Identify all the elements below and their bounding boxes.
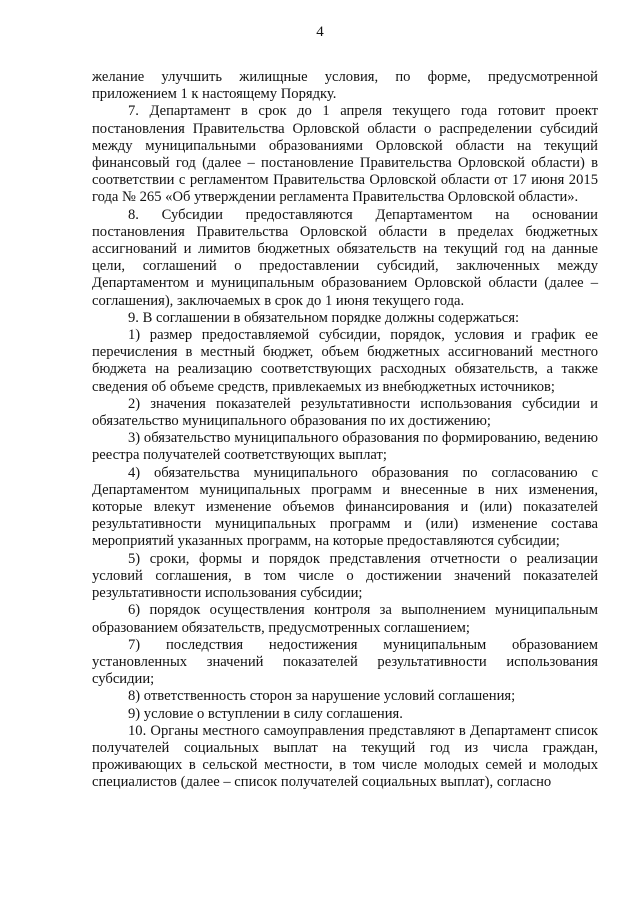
list-item-1: 1) размер предоставляемой субсидии, порядок, условия и график ее перечисления в местный бюджет, объем бюджетных ассигнований местного бюджета на реализацию соответствующих расходных обязательств, а также сведения об объеме средств, привлекаемых из внебюджетных источников;: [92, 327, 598, 395]
list-item-6: 6) порядок осуществления контроля за выполнением муниципальным образованием обязательств, предусмотренных соглашением;: [92, 602, 598, 636]
paragraph-continuation: желание улучшить жилищные условия, по форме, предусмотренной приложением 1 к настоящему Порядку.: [92, 69, 598, 103]
paragraph-8: 8. Субсидии предоставляются Департаментом на основании постановления Правительства Орловской области в пределах бюджетных ассигнований и лимитов бюджетных обязательств на текущий год на данные цели, соглашений о предоставлении субсидий, заключенных между Департаментом и муниципальным образованием Орловской области (далее – соглашения), заключаемых в срок до 1 июня текущего года.: [92, 206, 598, 309]
document-body: [92, 69, 598, 792]
list-item-8: 8) ответственность сторон за нарушение условий соглашения;: [128, 688, 516, 705]
list-item-3: 3) обязательство муниципального образования по формированию, ведению реестра получателей соответствующих выплат;: [92, 430, 598, 464]
list-item-2: 2) значения показателей результативности использования субсидии и обязательство муниципального образования по их достижению;: [92, 395, 598, 430]
list-item-5: 5) сроки, формы и порядок представления отчетности о реализации условий соглашения, в том числе о достижении значений показателей результативности использования субсидии;: [92, 550, 598, 602]
paragraph-10: 10. Органы местного самоуправления представляют в Департамент список получателей социальных выплат на текущий год из числа граждан, проживающих в сельской местности, в том числе молодых семей и молодых специалистов (далее – список получателей социальных выплат), согласно: [92, 722, 598, 791]
list-item-9: 9) условие о вступлении в силу соглашения.: [128, 705, 403, 722]
list-item-4: 4) обязательства муниципального образования по согласованию с Департаментом муниципальных программ и внесенные в них изменения, которые влекут изменение объемов финансирования и (или) показателей результативности муниципальных программ и (или) изменение состава мероприятий указанных программ, на которые предоставляются субсидии;: [92, 464, 598, 550]
list-item-7: 7) последствия недостижения муниципальным образованием установленных значений показателей результативности использования субсидии;: [92, 636, 598, 688]
paragraph-7: 7. Департамент в срок до 1 апреля текущего года готовит проект постановления Правительства Орловской области о распределении субсидий между муниципальными образованиями Орловской области на текущий финансовый год (далее – постановление Правительства Орловской области) в соответствии с регламентом Правительства Орловской области от 17 июня 2015 года № 265 «Об утверждении регламента Правительства Орловской области».: [92, 103, 598, 206]
paragraph-9: 9. В соглашении в обязательном порядке должны содержаться:: [128, 309, 520, 326]
page-number: 4: [316, 24, 324, 40]
